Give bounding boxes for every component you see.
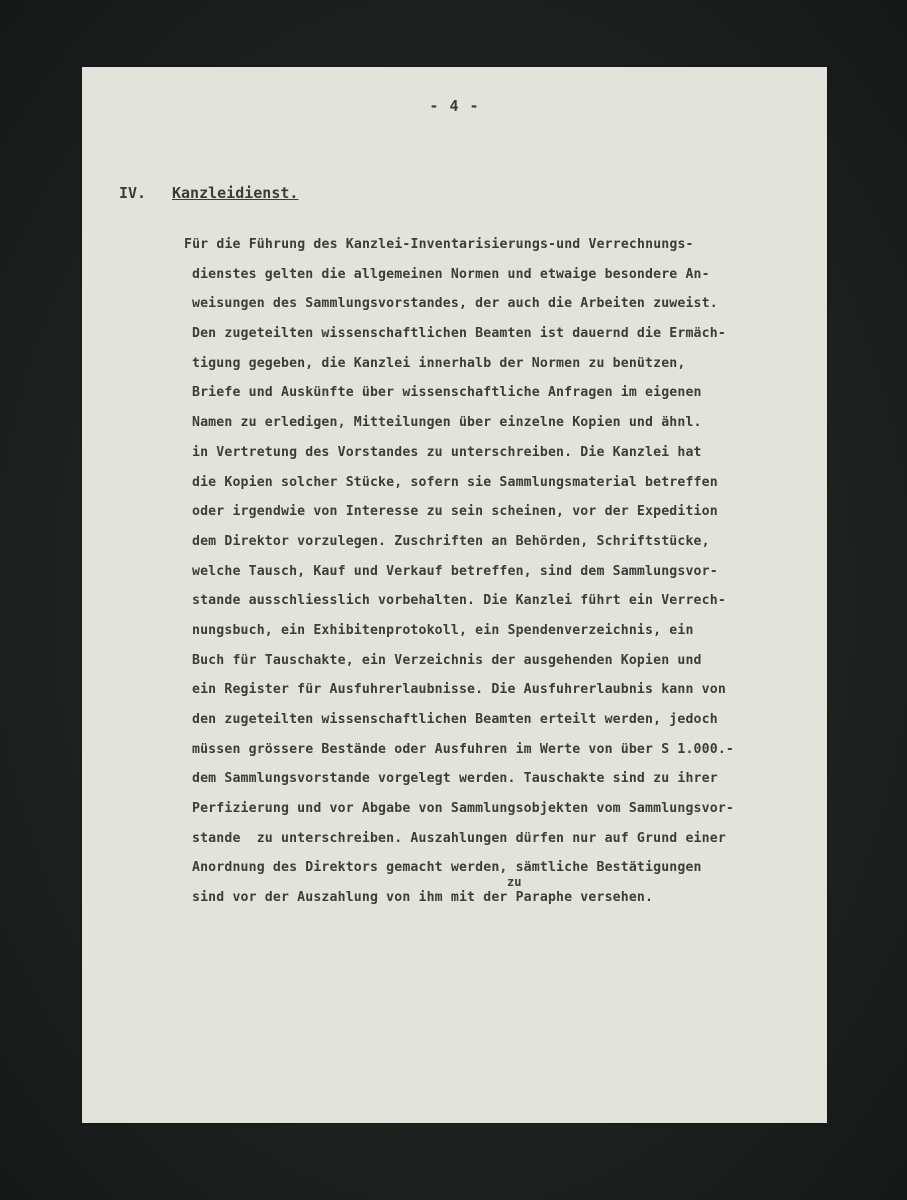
text-line: weisungen des Sammlungsvorstandes, der auch die Arbeiten zuweist. [192,296,718,312]
text-line: Buch für Tauschakte, ein Verzeichnis der ausgehenden Kopien und [192,652,702,668]
text-line: in Vertretung des Vorstandes zu unterschreiben. Die Kanzlei hat [192,444,702,460]
text-line: Namen zu erledigen, Mitteilungen über einzelne Kopien und ähnl. [192,415,702,431]
interline-insertion: zu [507,875,522,889]
text-line: nungsbuch, ein Exhibitenprotokoll, ein Spendenverzeichnis, ein [192,622,694,638]
text-line: tigung gegeben, die Kanzlei innerhalb der Normen zu benützen, [192,355,686,371]
text-line: welche Tausch, Kauf und Verkauf betreffen, sind dem Sammlungsvor- [192,563,718,579]
section-title: Kanzleidienst. [172,184,299,202]
text-line: den zugeteilten wissenschaftlichen Beamten erteilt werden, jedoch [192,712,718,727]
text-line: oder irgendwie von Interesse zu sein scheinen, vor der Expedition [192,504,718,520]
text-line: Briefe und Auskünfte über wissenschaftliche Anfragen im eigenen [192,385,702,401]
text-line: stande zu unterschreiben. Auszahlungen dürfen nur auf Grund einer [192,830,726,846]
document-page [82,67,827,1123]
body-paragraph [184,230,812,913]
text-line: Perfizierung und vor Abgabe von Sammlungsobjekten vom Sammlungsvor- [192,801,734,817]
text-line: Für die Führung des Kanzlei-Inventarisierungs-und Verrechnungs- [184,237,694,252]
text-line: dem Direktor vorzulegen. Zuschriften an Behörden, Schriftstücke, [192,533,710,549]
text-line: die Kopien solcher Stücke, sofern sie Sammlungsmaterial betreffen [192,474,718,490]
text-line: Den zugeteilten wissenschaftlichen Beamten ist dauernd die Ermäch- [192,326,726,342]
text-line: ein Register für Ausfuhrerlaubnisse. Die Ausfuhrerlaubnis kann von [192,682,726,698]
text-line: dem Sammlungsvorstande vorgelegt werden. Tauschakte sind zu ihrer [192,771,718,787]
text-line: Anordnung des Direktors gemacht werden, sämtliche Bestätigungen [192,860,702,876]
page-number: - 4 - [429,97,480,115]
text-line: stande ausschliesslich vorbehalten. Die Kanzlei führt ein Verrech- [192,593,726,609]
text-line: sind vor der Auszahlung von ihm mit der Paraphe versehen. [192,890,654,906]
text-line: dienstes gelten die allgemeinen Normen und etwaige besondere An- [192,266,710,282]
section-number: IV. [119,184,147,202]
text-line: müssen grössere Bestände oder Ausfuhren im Werte von über S 1.000.- [192,741,734,757]
